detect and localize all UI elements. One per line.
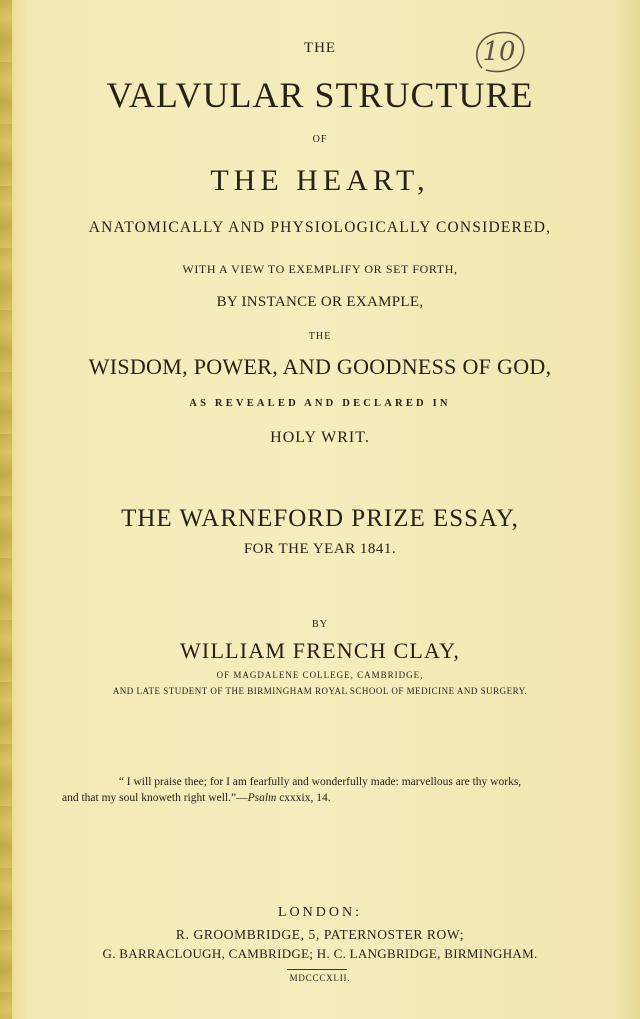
epigraph-line-1: “ I will praise thee; for I am fearfully and wonderfully made: marvellous are thy works, (118, 776, 522, 788)
handwritten-mark-text: 10 (482, 37, 516, 67)
year-line: FOR THE YEAR 1841. (243, 541, 397, 557)
revealed-line: AS REVEALED AND DECLARED IN (189, 398, 451, 409)
title-the: THE (303, 40, 337, 56)
the-line-mid: THE (308, 331, 332, 342)
author-name: WILLIAM FRENCH CLAY, (179, 638, 461, 663)
imprint-london: LONDON: (278, 905, 362, 920)
epigraph-psalm: Psalm (247, 792, 277, 804)
student-line: AND LATE STUDENT OF THE BIRMINGHAM ROYAL SCHOOL OF MEDICINE AND SURGERY. (112, 686, 528, 696)
epigraph-quote-end: and that my soul knoweth right well.”— (62, 792, 248, 804)
main-title: VALVULAR STRUCTURE (106, 75, 534, 115)
holy-writ-line: HOLY WRIT. (270, 429, 370, 446)
epigraph-reference: cxxxix, 14. (276, 792, 331, 804)
essay-line: THE WARNEFORD PRIZE ESSAY, (121, 505, 519, 532)
wisdom-line: WISDOM, POWER, AND GOODNESS OF GOD, (88, 354, 552, 379)
instance-line: BY INSTANCE OR EXAMPLE, (216, 294, 424, 310)
imprint-date: MDCCCXLII. (289, 973, 351, 983)
by-line: BY (312, 619, 328, 630)
imprint-publisher-1: R. GROOMBRIDGE, 5, PATERNOSTER ROW; (175, 927, 465, 942)
considered-line: ANATOMICALLY AND PHYSIOLOGICALLY CONSIDERED, (88, 219, 552, 236)
imprint-publisher-2: G. BARRACLOUGH, CAMBRIDGE; H. C. LANGBRIDGE, BIRMINGHAM. (102, 946, 538, 961)
epigraph-line-2 (62, 792, 622, 804)
view-line: WITH A VIEW TO EXEMPLIFY OR SET FORTH, (182, 262, 458, 276)
title-of: OF (312, 134, 328, 145)
college-line: OF MAGDALENE COLLEGE, CAMBRIDGE, (216, 670, 424, 680)
imprint-rule (287, 969, 347, 970)
subtitle-heart: THE HEART, (210, 164, 430, 197)
